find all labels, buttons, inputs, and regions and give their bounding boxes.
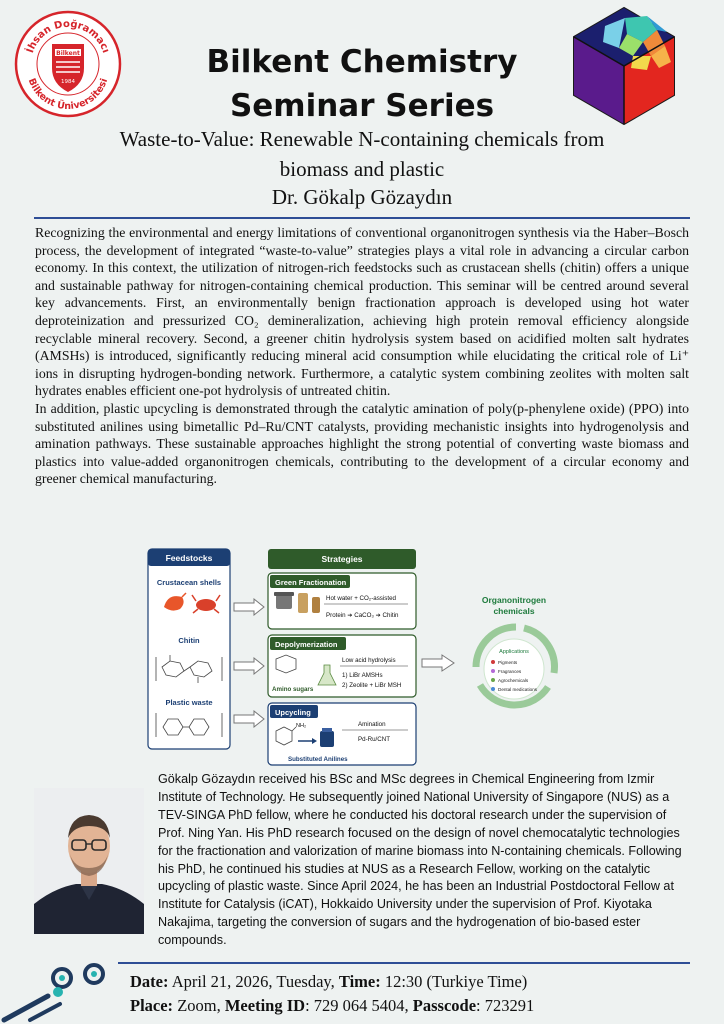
- date-value: April 21, 2026, Tuesday,: [168, 972, 339, 991]
- passcode-label: Passcode: [412, 996, 477, 1015]
- date-time-line: [130, 970, 720, 994]
- abstract-paragraph-1: Recognizing the environmental and energy limitations of conventional organonitrogen synthesis via the Haber–Bosch process, the development of integrated “waste-to-value” strategies plays a vital role in advancing a circular carbon economy. In this context, the utilization of nitrogen-rich feedstocks such as crustacean shells (chitin) offers a unique and sustainable pathway for nitrogen-containing chemical production. This seminar will be centred around several key advancements. First, an environmentally benign fractionation approach is developed using hot water deproteinization and pressurized CO₂ demineralization, achieving high protein removal efficiency alongside recyclable mineral recovery. Second, a greener chitin hydrolysis system based on acidified molten salt hydrates (AMSHs) is introduced, significantly reducing mineral acid consumption while elucidating the critical role of Li⁺ ions in disrupting hydrogen-bonding network. Furthermore, a catalytic system combining zeolites with molten salt hydrates enables efficient one-pot hydrolysis of untreated chitin.: [35, 225, 689, 399]
- upcycling-title: Upcycling: [275, 708, 311, 717]
- arrow-feed-2: [234, 658, 264, 674]
- green-step-2: Protein ➔ CaCO₃ ➔ Chitin: [326, 612, 399, 619]
- series-title-line2: Seminar Series: [229, 88, 495, 124]
- divider-bottom: [118, 962, 690, 964]
- feedstocks-header: Feedstocks: [165, 553, 213, 563]
- meeting-id-label: Meeting ID: [224, 996, 306, 1015]
- dental-icon: [491, 687, 495, 691]
- abstract-paragraph-2: In addition, plastic upcycling is demonstrated through the catalytic amination of poly(p-phenylene oxide) (PPO) into substituted anilines using bimetallic Pd–Ru/CNT catalysts, providing mechanistic insights into hydrogenolysis and amination pathways. These sustainable approaches highlight the strong potential of converting waste biomass and plastics into value-added organonitrogen chemicals, contributing to the development of a circular economy and greener chemical manufacturing.: [35, 400, 689, 487]
- hexagon-logo: [563, 4, 685, 126]
- amino-sugars-label: Amino sugars: [272, 686, 314, 693]
- divider-top: [34, 217, 690, 219]
- series-title-line1: Bilkent Chemistry: [206, 44, 518, 80]
- pigment-icon: [491, 660, 495, 664]
- depoly-step-2: 1) LiBr AMSHs: [342, 672, 383, 679]
- logo-year: 1984: [61, 79, 75, 85]
- upcycling-step-2: Pd-Ru/CNT: [358, 736, 390, 743]
- logo-shield-name: Bilkent: [56, 50, 80, 57]
- applications-label: Applications: [499, 649, 529, 655]
- arrow-feed-3: [234, 711, 264, 727]
- place-value: Zoom,: [173, 996, 225, 1015]
- arrow-to-products: [422, 655, 454, 671]
- chitin-label: Chitin: [178, 636, 200, 645]
- date-label: Date:: [130, 972, 169, 991]
- green-fractionation-title: Green Fractionation: [275, 578, 347, 587]
- fragrance-icon: [491, 669, 495, 673]
- abstract: [35, 224, 689, 488]
- substituted-anilines-label: Substituted Anilines: [288, 756, 348, 763]
- series-title: [150, 40, 574, 128]
- passcode-value: : 723291: [476, 996, 535, 1015]
- depoly-step-3: 2) Zeolite + LiBr MSH: [342, 682, 402, 689]
- process-figure: [146, 547, 578, 769]
- molecule-decoration: [0, 962, 110, 1024]
- depoly-step-1: Low acid hydrolysis: [342, 657, 396, 664]
- nh2-label: NH₂: [296, 723, 307, 729]
- speaker-photo: [34, 788, 144, 934]
- crustacean-label: Crustacean shells: [156, 578, 222, 587]
- talk-title: [40, 124, 684, 184]
- strategies-header: Strategies: [321, 554, 363, 564]
- depolymerization-title: Depolymerization: [275, 640, 338, 649]
- green-step-1: Hot water + CO₂-assisted: [326, 595, 396, 602]
- talk-title-line2: biomass and plastic: [279, 157, 445, 181]
- time-value: 12:30 (Turkiye Time): [380, 972, 528, 991]
- bio-text: Gökalp Gözaydın received his BSc and MSc degrees in Chemical Engineering from Izmir Institute of Technology. He subsequently joined National University of Singapore (NUS) as a TEV-SINGA PhD fellow, where he conducted his doctoral research under the supervision of Prof. Ning Yan. His PhD research focused on the design of novel chemocatalytic technologies for the fractionation and valorization of marine biomass into N-containing chemicals. Following his PhD, he continued his studies at NUS as a Research Fellow, working on the catalytic upcycling of plastic waste. Since April 2024, he has been an Industrial Postdoctoral Fellow at Institute for Catalysis (iCAT), Hokkaido University under the supervision of Prof. Kiyotaka Nakajima, targeting the conversion of sugars and the hydrogenation of bio-based ester compounds.: [158, 772, 682, 948]
- product-title-2: chemicals: [493, 606, 535, 616]
- plastic-label: Plastic waste: [165, 698, 213, 707]
- application-pigments: Pigments: [498, 660, 518, 665]
- time-label: Time:: [338, 972, 381, 991]
- application-fragrances: Fragrances: [498, 669, 522, 674]
- talk-title-line1: Waste-to-Value: Renewable N-containing chemicals from: [119, 127, 605, 151]
- logo-top-text: İhsan Doğramacı: [24, 18, 112, 55]
- arrow-feed-1: [234, 599, 264, 615]
- application-dental: Dental medications: [498, 687, 538, 692]
- place-line: [130, 994, 720, 1018]
- meeting-id-value: : 729 064 5404,: [305, 996, 413, 1015]
- catalyst-jar-icon: [320, 728, 334, 747]
- pressure-cooker-icon: [274, 592, 294, 609]
- speaker-bio: [158, 771, 682, 950]
- bilkent-logo: [14, 10, 122, 118]
- speaker-name: Dr. Gökalp Gözaydın: [271, 185, 453, 209]
- place-label: Place:: [130, 996, 174, 1015]
- upcycling-step-1: Amination: [358, 721, 386, 728]
- application-agrochemicals: Agrochemicals: [498, 678, 529, 683]
- logo-bottom-text: Bilkent Üniversitesi: [25, 76, 111, 113]
- event-details: [130, 970, 720, 1018]
- agrochemical-icon: [491, 678, 495, 682]
- product-title-1: Organonitrogen: [481, 595, 547, 605]
